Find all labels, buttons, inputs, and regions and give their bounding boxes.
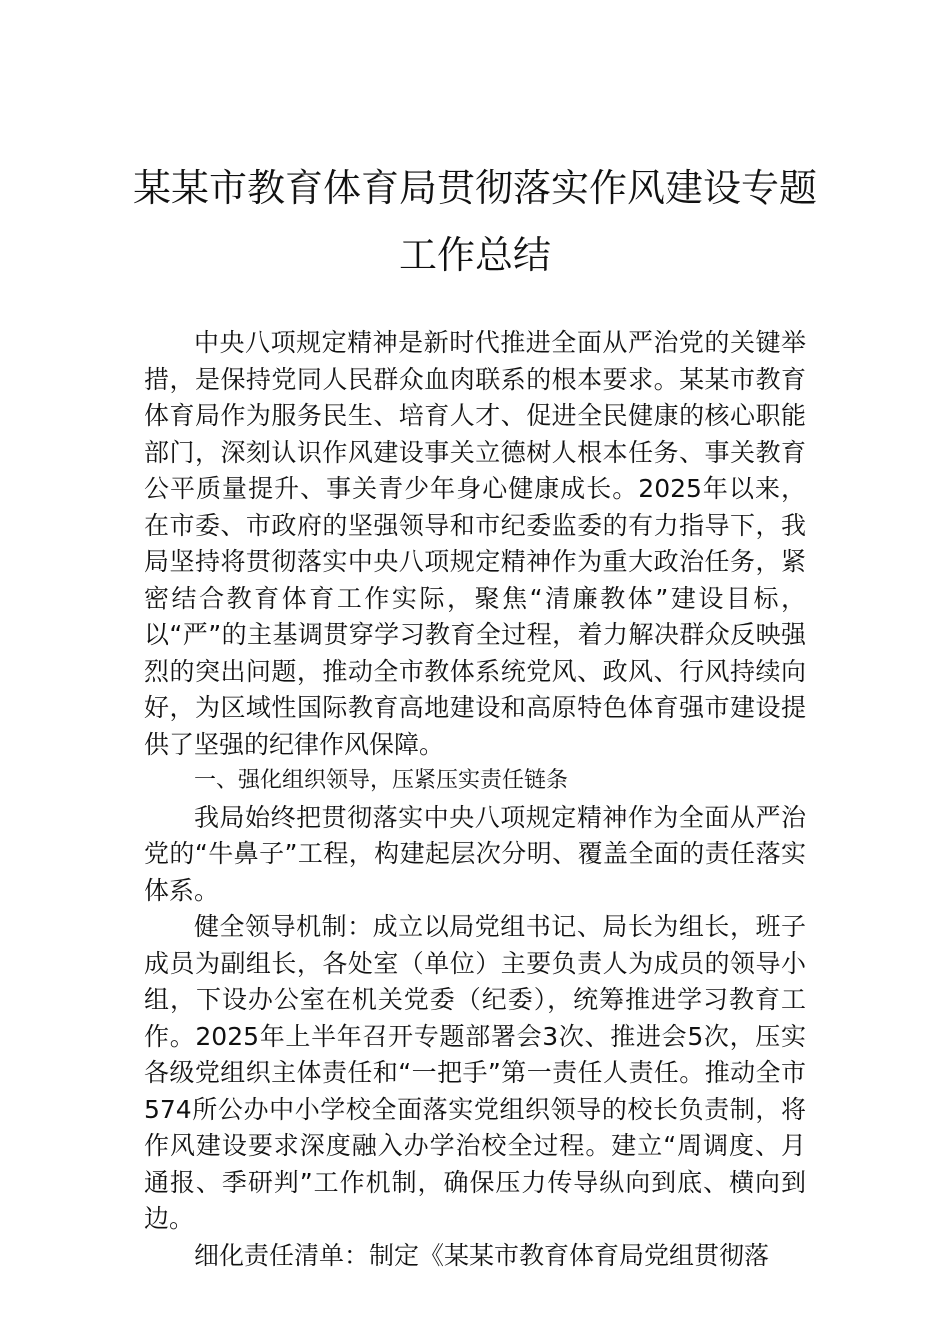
responsibility-list-paragraph: 细化责任清单：制定《某某市教育体育局党组贯彻落	[194, 1240, 770, 1270]
document-title-line-1: 某某市教育体育局贯彻落实作风建设专题	[132, 166, 817, 210]
section-1-paragraph: 我局始终把贯彻落实中央八项规定精神作为全面从严治党的“牛鼻子”工程，构建起层次分明、覆盖全面的责任落实体系。	[144, 802, 806, 905]
leadership-mechanism-paragraph: 健全领导机制：成立以局党组书记、局长为组长，班子成员为副组长，各处室（单位）主要负责人为成员的领导小组，下设办公室在机关党委（纪委），统筹推进学习教育工作。2025年上半年召开专题部署会3次、推进会5次，压实各级党组织主体责任和“一把手”第一责任人责任。推动全市574所公办中小学校全面落实党组织领导的校长负责制，将作风建设要求深度融入办学治校全过程。建立“周调度、月通报、季研判”工作机制，确保压力传导纵向到底、横向到边。	[144, 912, 806, 1233]
section-heading-1: 一、强化组织领导，压紧压实责任链条	[194, 768, 569, 793]
document-body	[144, 325, 806, 1274]
document-title-line-2: 工作总结	[398, 233, 551, 277]
intro-paragraph: 中央八项规定精神是新时代推进全面从严治党的关键举措，是保持党同人民群众血肉联系的根本要求。某某市教育体育局作为服务民生、培育人才、促进全民健康的核心职能部门，深刻认识作风建设事关立德树人根本任务、事关教育公平质量提升、事关青少年身心健康成长。2025年以来，在市委、市政府的坚强领导和市纪委监委的有力指导下，我局坚持将贯彻落实中央八项规定精神作为重大政治任务，紧密结合教育体育工作实际，聚焦“清廉教体”建设目标，以“严”的主基调贯穿学习教育全过程，着力解决群众反映强烈的突出问题，推动全市教体系统党风、政风、行风持续向好，为区域性国际教育高地建设和高原特色体育强市建设提供了坚强的纪律作风保障。	[144, 328, 806, 759]
